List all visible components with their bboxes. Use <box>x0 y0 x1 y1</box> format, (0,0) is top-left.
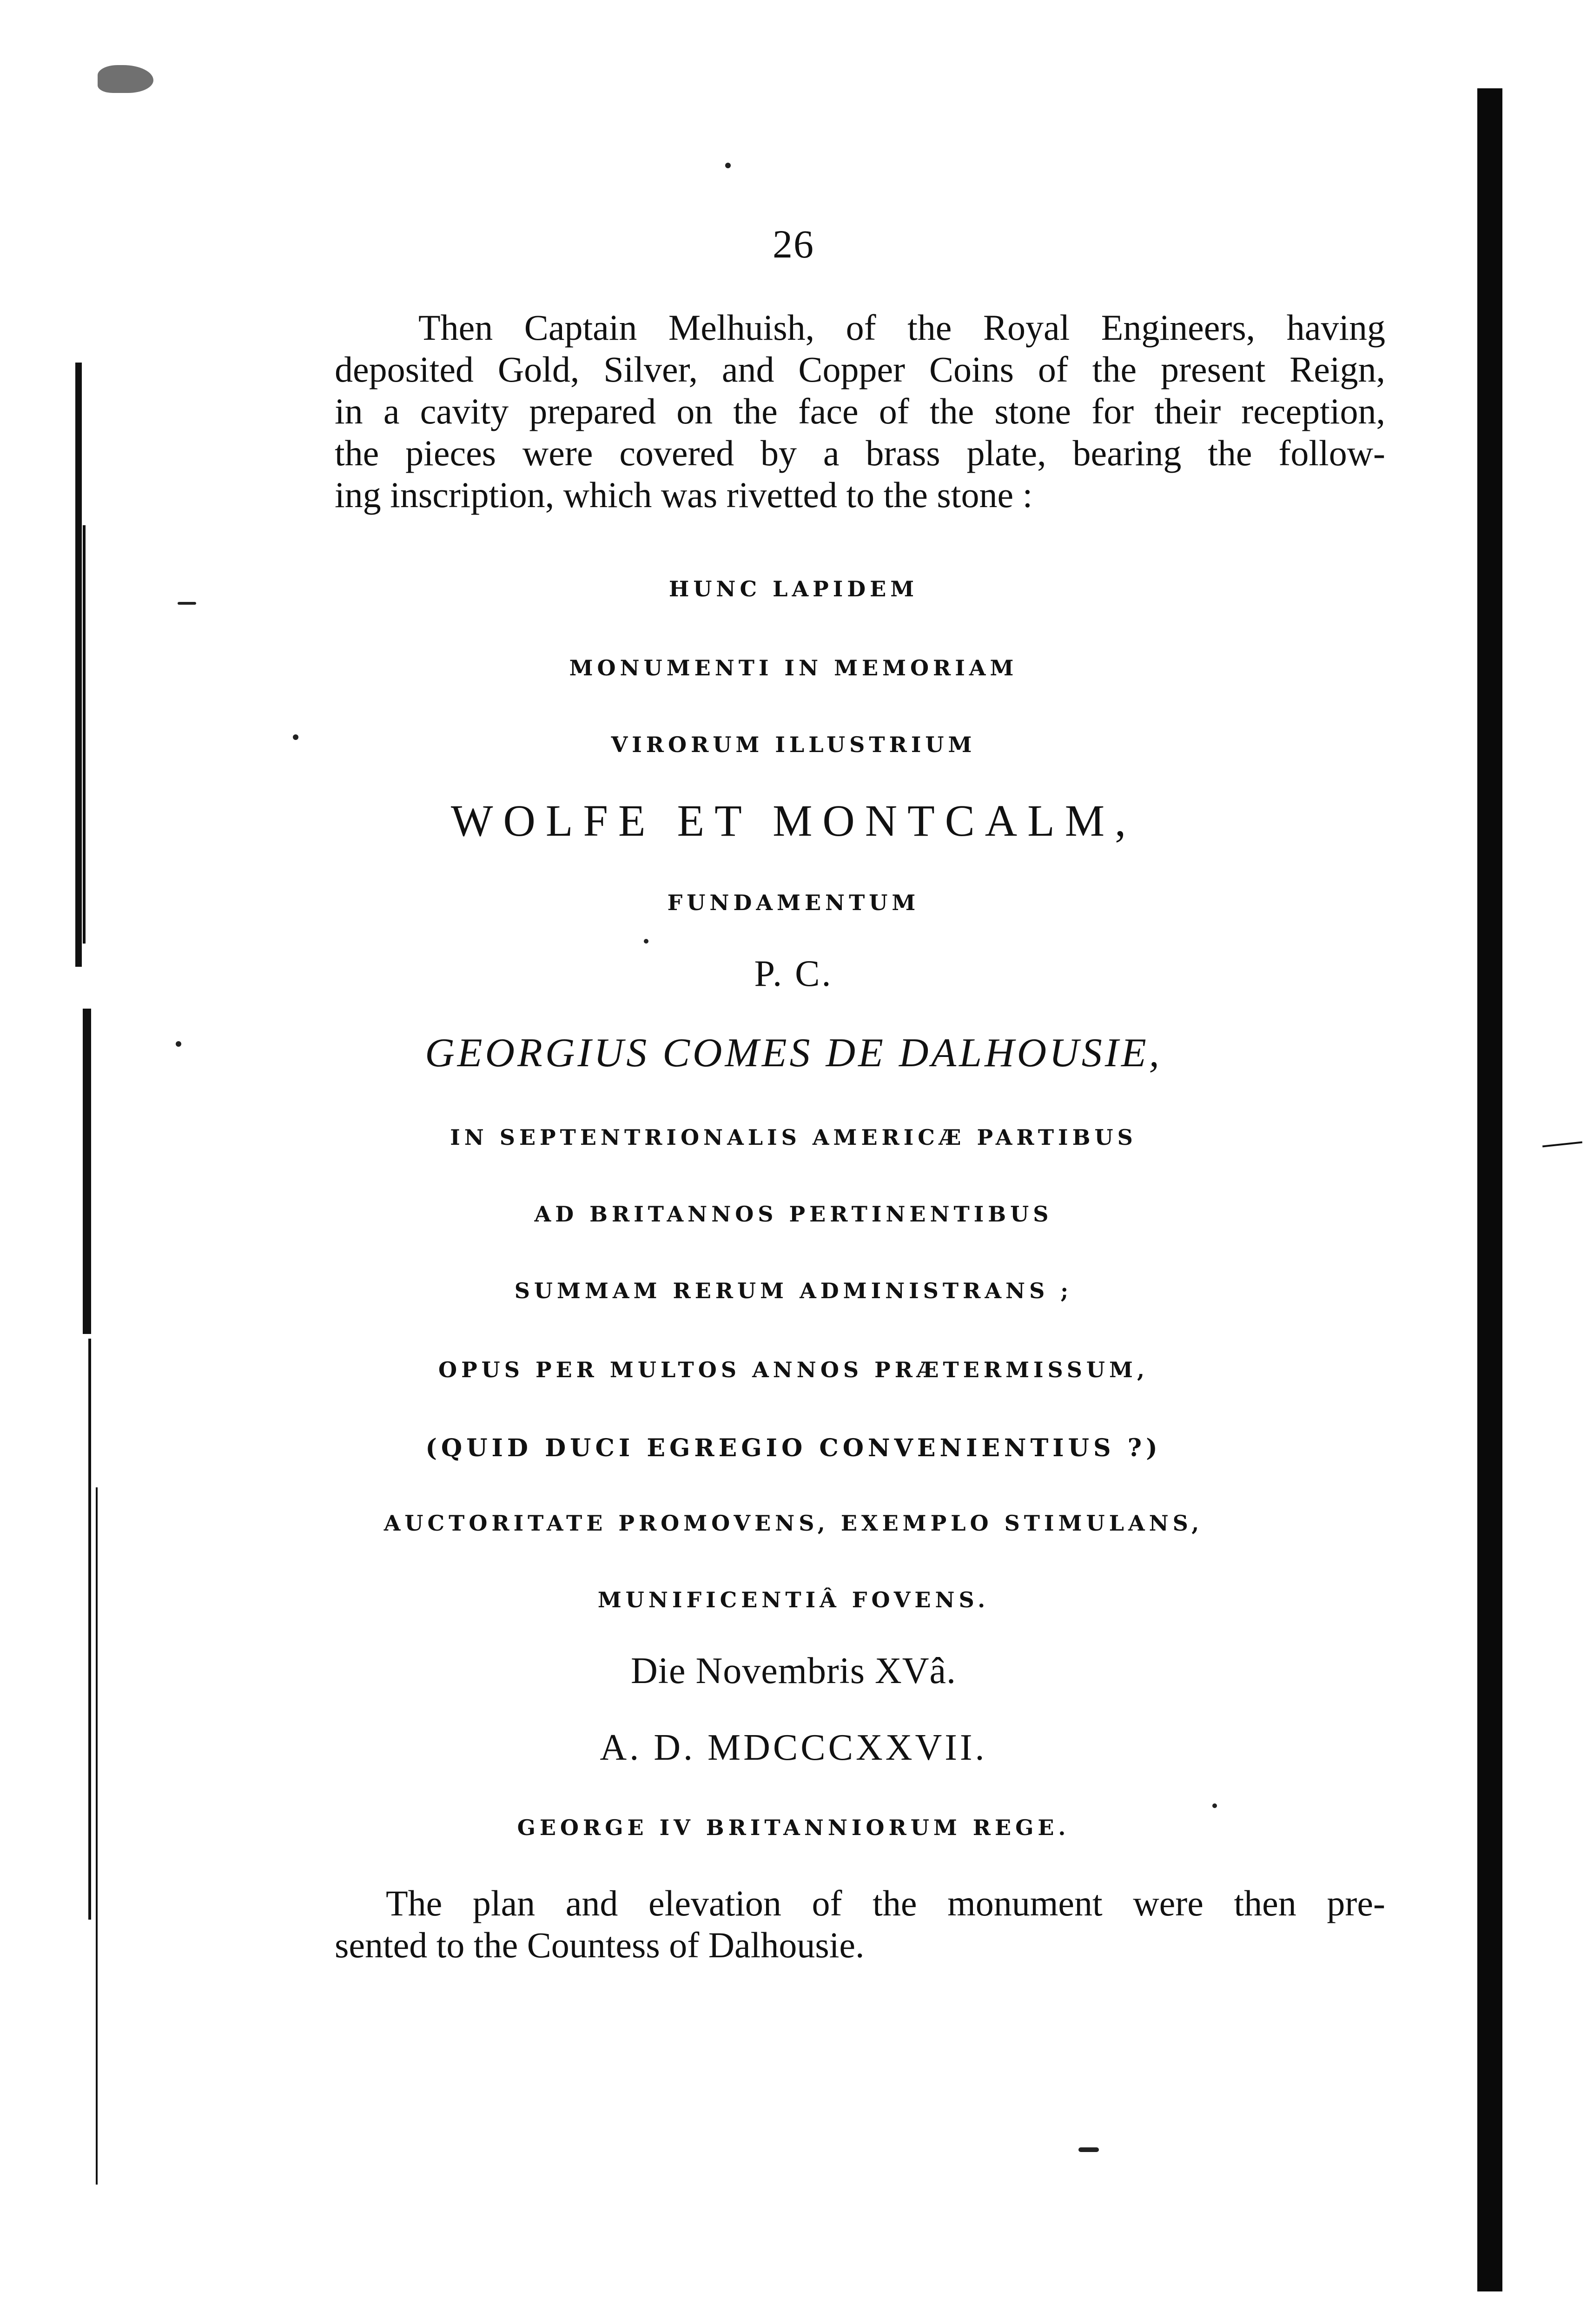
inscription-line: VIRORUM ILLUSTRIUM <box>611 732 976 757</box>
paragraph-line: in a cavity prepared on the face of the stone for their reception, <box>335 391 1385 431</box>
paragraph-line: Then Captain Melhuish, of the Royal Engineers, having <box>418 307 1385 348</box>
paragraph-line: deposited Gold, Silver, and Copper Coins of the present Reign, <box>335 349 1385 390</box>
paragraph-line: ing inscription, which was rivetted to the stone : <box>335 475 1033 515</box>
scan-speck <box>178 602 196 605</box>
scan-speck <box>725 163 731 168</box>
inscription-line: A. D. MDCCCXXVII. <box>600 1727 987 1768</box>
paragraph-line: The plan and elevation of the monument were then pre- <box>386 1883 1385 1923</box>
scan-speck <box>1078 2147 1099 2152</box>
inscription-line: Die Novembris XVâ. <box>630 1651 957 1691</box>
inscription-line: GEORGIUS COMES DE DALHOUSIE, <box>425 1030 1162 1076</box>
inscription-line: GEORGE IV BRITANNIORUM REGE. <box>517 1815 1070 1840</box>
scan-speck <box>1212 1803 1217 1808</box>
inscription-line: IN SEPTENTRIONALIS AMERICÆ PARTIBUS <box>450 1125 1137 1150</box>
paragraph-line: sented to the Countess of Dalhousie. <box>335 1925 865 1965</box>
inscription-line: P. C. <box>754 953 833 994</box>
scan-speck <box>644 939 648 944</box>
inscription-line: FUNDAMENTUM <box>667 890 920 915</box>
closing-paragraph <box>335 1882 1385 1966</box>
page-number: 26 <box>773 222 814 266</box>
inscription-line: (QUID DUCI EGREGIO CONVENIENTIUS ?) <box>425 1434 1162 1462</box>
inscription-line: SUMMAM RERUM ADMINISTRANS ; <box>514 1278 1073 1303</box>
inscription-line: OPUS PER MULTOS ANNOS PRÆTERMISSUM, <box>438 1357 1149 1382</box>
inscription-line: MUNIFICENTIÂ FOVENS. <box>597 1587 990 1612</box>
intro-paragraph <box>335 307 1385 516</box>
inscription-line: WOLFE ET MONTCALM, <box>450 796 1137 845</box>
scan-speck <box>98 65 153 93</box>
inscription-line: MONUMENTI IN MEMORIAM <box>569 655 1018 680</box>
inscription-line: AUCTORITATE PROMOVENS, EXEMPLO STIMULANS, <box>384 1511 1203 1536</box>
inscription-line: AD BRITANNOS PERTINENTIBUS <box>534 1202 1053 1227</box>
paragraph-line: the pieces were covered by a brass plate, bearing the follow- <box>335 433 1385 473</box>
inscription-line: HUNC LAPIDEM <box>668 576 919 601</box>
scan-edge-bar <box>1477 88 1502 2291</box>
